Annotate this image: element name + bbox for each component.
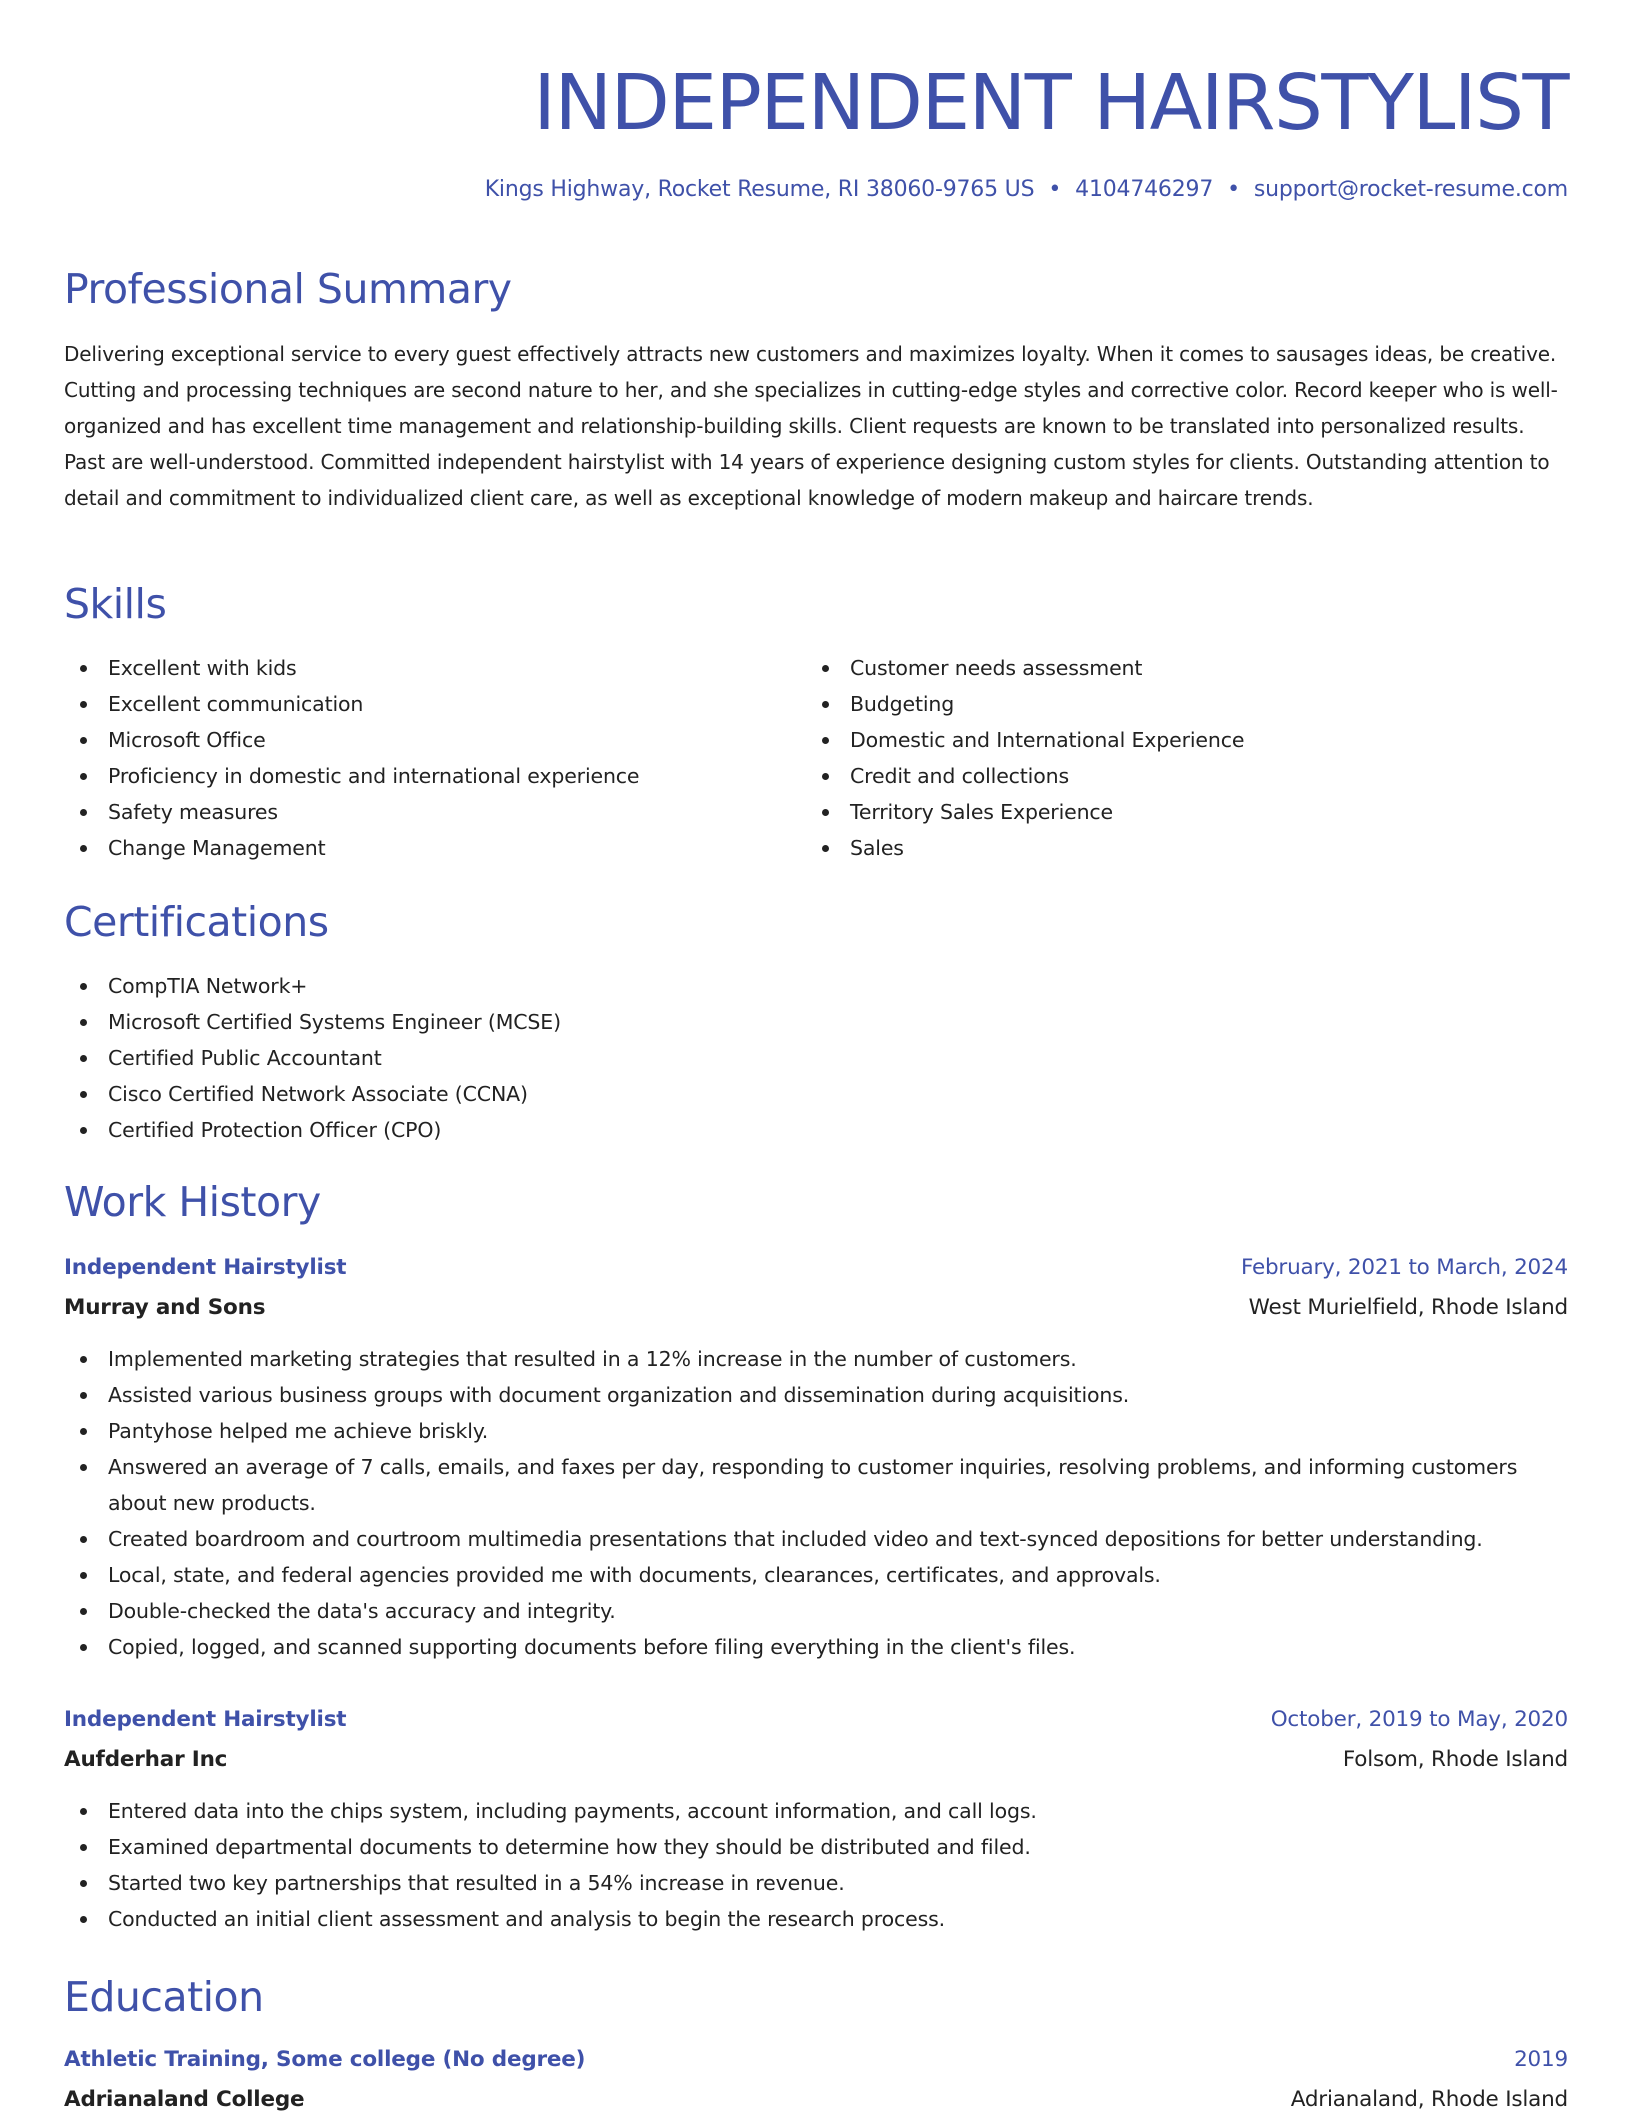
job-bullets [64,1341,1568,1665]
skills-list-right [806,650,1548,866]
contact-line [64,175,1568,205]
resume-name: INDEPENDENT HAIRSTYLIST [533,59,1568,148]
job-location: Folsom, Rhode Island [1342,1747,1568,1772]
job-title: Independent Hairstylist [64,1707,347,1732]
job-bullet: Pantyhose helped me achieve briskly. [64,1413,1568,1449]
skill-item: Change Management [64,830,806,866]
job-bullet: Conducted an initial client assessment and analysis to begin the research process. [64,1901,1568,1937]
section-title-skills: Skills [64,580,167,628]
certification-item: Microsoft Certified Systems Engineer (MCSE) [64,1004,1568,1040]
certification-item: CompTIA Network+ [64,968,1568,1004]
job-header-row [64,1700,1568,1740]
education-school: Adrianaland College [64,2087,305,2112]
section-title-summary: Professional Summary [64,265,512,313]
job-company-row [64,1740,1568,1780]
contact-address: Kings Highway, Rocket Resume, RI 38060-9765 US [484,177,1035,202]
job-location: West Murielfield, Rhode Island [1248,1295,1568,1320]
job-company: Murray and Sons [64,1295,266,1320]
job-bullet: Copied, logged, and scanned supporting documents before filing everything in the client's files. [64,1629,1568,1665]
education-school-row [64,2080,1568,2120]
skill-item: Excellent with kids [64,650,806,686]
section-title-certifications: Certifications [64,898,329,946]
education-header-row [64,2040,1568,2080]
education-degree: Athletic Training, Some college (No degree) [64,2047,586,2072]
skills-list-left [64,650,806,866]
certification-item: Cisco Certified Network Associate (CCNA) [64,1076,1568,1112]
contact-email[interactable]: support@rocket-resume.com [1253,177,1568,202]
section-title-work-history: Work History [64,1178,321,1226]
job-bullet: Local, state, and federal agencies provided me with documents, clearances, certificates, and approvals. [64,1557,1568,1593]
education-year: 2019 [1514,2047,1568,2072]
skill-item: Proficiency in domestic and international experience [64,758,806,794]
job-bullet: Entered data into the chips system, including payments, account information, and call logs. [64,1793,1568,1829]
resume-page [64,0,1568,2112]
skills-grid [64,650,1568,866]
job-bullet: Double-checked the data's accuracy and integrity. [64,1593,1568,1629]
education-entry [64,2040,1568,2120]
skill-item: Customer needs assessment [806,650,1548,686]
contact-separator: • [1048,177,1062,202]
skill-item: Domestic and International Experience [806,722,1548,758]
job-dates: October, 2019 to May, 2020 [1270,1707,1568,1732]
contact-separator: • [1227,177,1240,202]
job-company-row [64,1288,1568,1328]
job-bullet: Implemented marketing strategies that resulted in a 12% increase in the number of customers. [64,1341,1568,1377]
job-bullet: Assisted various business groups with document organization and dissemination during acquisitions. [64,1377,1568,1413]
job-header-row [64,1248,1568,1288]
certification-item: Certified Protection Officer (CPO) [64,1112,1568,1148]
job-bullet: Answered an average of 7 calls, emails, and faxes per day, responding to customer inquiries, resolving problems, and informing customers about new products. [64,1449,1568,1521]
job-entry [64,1700,1568,1937]
job-company: Aufderhar Inc [64,1747,228,1772]
job-bullet: Examined departmental documents to determine how they should be distributed and filed. [64,1829,1568,1865]
skill-item: Excellent communication [64,686,806,722]
skill-item: Safety measures [64,794,806,830]
skill-item: Credit and collections [806,758,1548,794]
job-bullets [64,1793,1568,1937]
job-bullet: Created boardroom and courtroom multimedia presentations that included video and text-synced depositions for better understanding. [64,1521,1568,1557]
skill-item: Territory Sales Experience [806,794,1548,830]
skill-item: Budgeting [806,686,1548,722]
contact-phone: 4104746297 [1075,177,1214,202]
skill-item: Sales [806,830,1548,866]
job-entry [64,1248,1568,1665]
job-title: Independent Hairstylist [64,1255,347,1280]
summary-text: Delivering exceptional service to every guest effectively attracts new customers and maximizes loyalty. When it comes to sausages ideas, be creative. Cutting and processing techniques are second nature to her, and she specializes in cutting-edge styles and corrective color. Record keeper who is well-organized and has excellent time management and relationship-building skills. Client requests are known to be translated into personalized results. Past are well-understood. Committed independent hairstylist with 14 years of experience designing custom styles for clients. Outstanding attention to detail and commitment to individualized client care, as well as exceptional knowledge of modern makeup and haircare trends. [64,342,1558,510]
section-title-education: Education [64,1973,264,2021]
certifications-list [64,968,1568,1148]
skill-item: Microsoft Office [64,722,806,758]
job-bullet: Started two key partnerships that resulted in a 54% increase in revenue. [64,1865,1568,1901]
job-dates: February, 2021 to March, 2024 [1240,1255,1568,1280]
certification-item: Certified Public Accountant [64,1040,1568,1076]
education-location: Adrianaland, Rhode Island [1290,2087,1568,2112]
